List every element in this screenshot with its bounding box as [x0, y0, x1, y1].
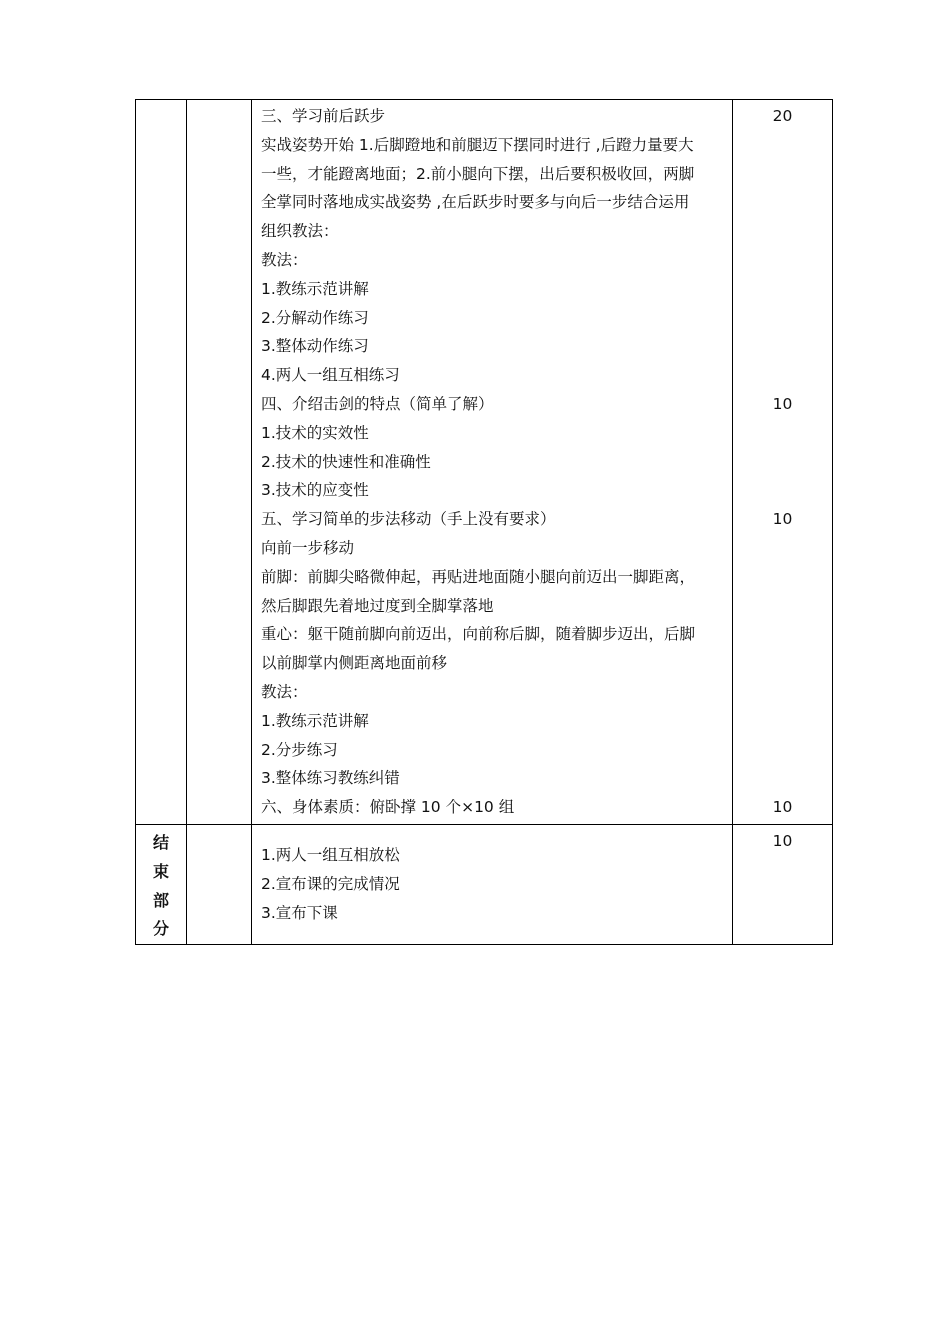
content-line: 4.两人一组互相练习 — [261, 366, 400, 385]
content-line: 三、学习前后跃步 — [261, 107, 386, 125]
lesson-plan-table — [135, 99, 833, 945]
content-line: 前脚：前脚尖略微伸起，再贴进地面随小腿向前迈出一脚距离， — [261, 567, 696, 586]
time-value: 20 — [772, 107, 793, 125]
content-line: 组织教法： — [261, 222, 339, 241]
end-section-time-cell — [733, 825, 833, 945]
section-label-char: 结 — [152, 833, 169, 852]
end-section-time: 10 — [772, 832, 793, 850]
content-line: 1.教练示范讲解 — [261, 711, 369, 730]
content-line: 全掌同时落地成实战姿势 ,在后跃步时要多与向后一步结合运用 — [261, 193, 690, 212]
main-section-content-cell — [252, 100, 733, 825]
content-line: 四、介绍击剑的特点（简单了解） — [261, 394, 494, 413]
end-section-label-cell — [136, 825, 187, 945]
section-label-char: 部 — [152, 890, 169, 910]
time-value: 10 — [772, 798, 793, 817]
time-value: 10 — [772, 510, 793, 529]
content-line: 2.分解动作练习 — [261, 308, 369, 327]
content-line: 教法： — [261, 682, 308, 701]
end-section-times — [733, 825, 832, 854]
content-line: 1.两人一组互相放松 — [261, 846, 400, 864]
end-section-method-cell — [187, 825, 252, 945]
content-line: 3.技术的应变性 — [261, 481, 369, 500]
content-line: 3.整体练习教练纠错 — [261, 769, 400, 788]
content-line: 1.教练示范讲解 — [261, 279, 369, 298]
content-line: 3.宣布下课 — [261, 903, 338, 922]
main-section-times — [733, 100, 832, 824]
content-line: 然后脚跟先着地过度到全脚掌落地 — [261, 596, 494, 615]
main-section-label-cell — [136, 100, 187, 825]
content-line: 一些，才能蹬离地面；2.前小腿向下摆，出后要积极收回，两脚 — [261, 164, 695, 183]
content-line: 六、身体素质：俯卧撑 10 个×10 组 — [261, 798, 515, 817]
content-line: 1.技术的实效性 — [261, 423, 369, 442]
content-line: 2.宣布课的完成情况 — [261, 874, 400, 893]
content-line: 向前一步移动 — [261, 538, 355, 557]
end-section-content-cell — [252, 825, 733, 945]
main-section-method-cell — [187, 100, 252, 825]
content-line: 3.整体动作练习 — [261, 337, 369, 356]
section-label-char: 束 — [152, 861, 169, 881]
content-line: 重心：躯干随前脚向前迈出，向前称后脚，随着脚步迈出，后脚 — [261, 625, 696, 644]
section-label-char: 分 — [152, 919, 169, 939]
content-line: 教法： — [261, 250, 308, 269]
content-line: 实战姿势开始 1.后脚蹬地和前腿迈下摆同时进行 ,后蹬力量要大 — [261, 135, 694, 154]
time-value: 10 — [772, 395, 793, 413]
main-section-row — [136, 100, 833, 825]
content-line: 五、学习简单的步法移动（手上没有要求） — [261, 510, 556, 529]
end-section-content — [252, 825, 732, 929]
content-line: 2.分步练习 — [261, 740, 338, 759]
content-line: 以前脚掌内侧距离地面前移 — [261, 654, 448, 673]
content-line: 2.技术的快速性和准确性 — [261, 452, 431, 471]
end-section-row — [136, 825, 833, 945]
main-section-content — [252, 100, 732, 824]
end-section-label — [136, 825, 186, 944]
main-section-time-cell — [733, 100, 833, 825]
